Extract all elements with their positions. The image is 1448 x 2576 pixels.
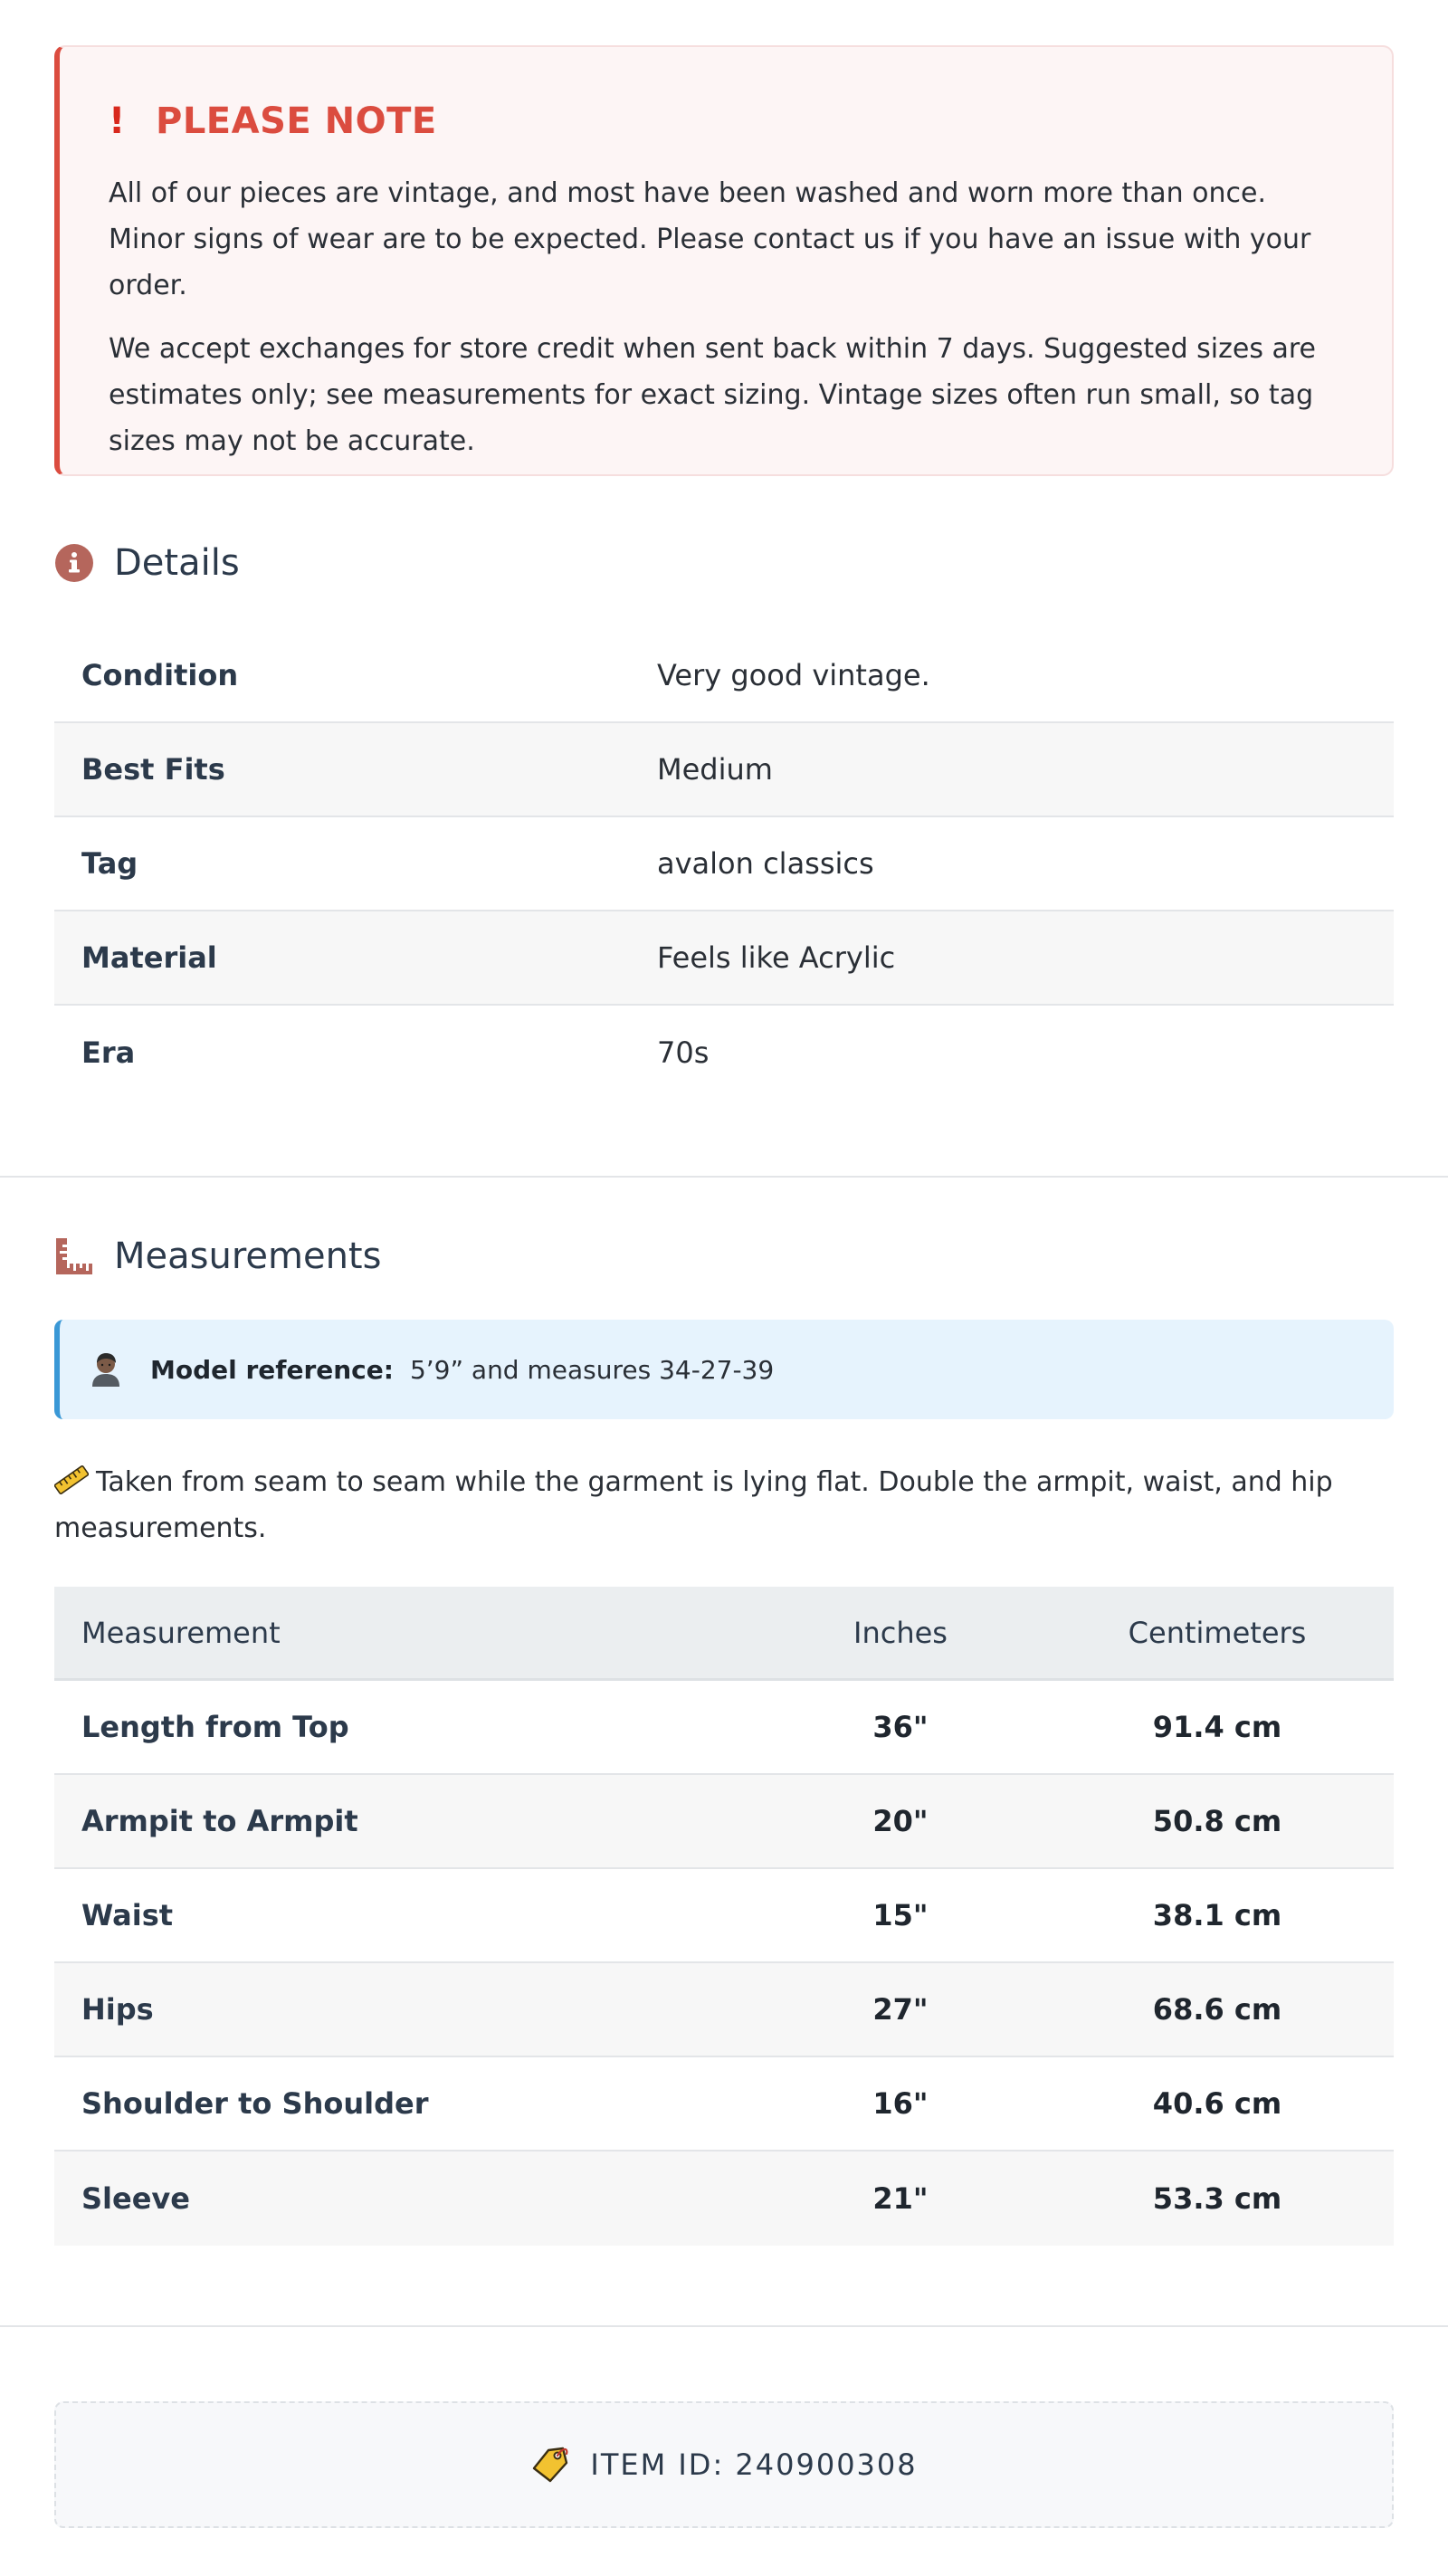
details-label: Best Fits [81, 752, 225, 787]
details-row-best-fits [54, 723, 1394, 817]
details-heading [54, 536, 1394, 590]
measurement-name: Shoulder to Shoulder [81, 2086, 429, 2121]
table-row [54, 1869, 1394, 1963]
table-row [54, 2057, 1394, 2151]
details-label: Tag [81, 846, 138, 881]
measurement-inches: 16" [872, 2086, 929, 2121]
measurement-inches: 36" [872, 1710, 929, 1744]
measurements-note-text: Taken from seam to seam while the garment is lying flat. Double the armpit, waist, and hip measurements. [54, 1466, 1333, 1544]
measurement-inches: 20" [872, 1804, 929, 1838]
details-label: Condition [81, 658, 239, 692]
measurement-name: Sleeve [81, 2181, 190, 2216]
details-row-material [54, 911, 1394, 1006]
model-reference-label: Model reference: [150, 1354, 394, 1385]
item-id-label: ITEM ID: 240900308 [590, 2447, 918, 2482]
measurements-table [54, 1587, 1394, 2246]
measurement-inches: 21" [872, 2181, 929, 2216]
details-row-condition [54, 629, 1394, 723]
model-reference-box [54, 1320, 1394, 1419]
measurement-name: Length from Top [81, 1710, 349, 1744]
measurement-cm: 40.6 cm [1152, 2086, 1282, 2121]
column-header-inches: Inches [853, 1615, 948, 1650]
details-row-era [54, 1006, 1394, 1100]
measurement-inches: 15" [872, 1898, 929, 1932]
table-row [54, 1681, 1394, 1775]
exclamation-icon: ! [109, 100, 126, 142]
details-value: avalon classics [657, 846, 874, 881]
details-table [54, 629, 1394, 1100]
section-divider [0, 1176, 1448, 1178]
item-id-box [54, 2401, 1394, 2528]
notice-title: PLEASE NOTE [156, 100, 437, 142]
ruler-icon [54, 1236, 94, 1276]
details-label: Era [81, 1035, 136, 1070]
measurement-name: Waist [81, 1898, 174, 1932]
details-value: Very good vintage. [657, 658, 930, 692]
measurement-cm: 91.4 cm [1152, 1710, 1282, 1744]
column-header-centimeters: Centimeters [1128, 1615, 1307, 1650]
measurement-cm: 38.1 cm [1152, 1898, 1282, 1932]
details-value: Feels like Acrylic [657, 940, 896, 975]
measurements-heading [54, 1229, 1394, 1283]
column-header-measurement: Measurement [81, 1615, 281, 1650]
info-icon [54, 543, 94, 583]
person-icon [89, 1350, 123, 1388]
measurement-cm: 53.3 cm [1152, 2181, 1282, 2216]
measurement-cm: 50.8 cm [1152, 1804, 1282, 1838]
details-value: 70s [657, 1035, 710, 1070]
section-divider [0, 2325, 1448, 2327]
measurement-inches: 27" [872, 1992, 929, 2027]
details-title: Details [114, 542, 240, 584]
details-value: Medium [657, 752, 773, 787]
measurement-name: Hips [81, 1992, 154, 2027]
measurements-note [54, 1459, 1394, 1551]
table-row [54, 1963, 1394, 2057]
straight-ruler-icon [54, 1465, 89, 1495]
measurement-cm: 68.6 cm [1152, 1992, 1282, 2027]
table-row [54, 2151, 1394, 2246]
details-row-tag [54, 817, 1394, 911]
measurement-name: Armpit to Armpit [81, 1804, 358, 1838]
model-reference-value: 5’9” and measures 34-27-39 [409, 1354, 775, 1385]
measurements-title: Measurements [114, 1236, 382, 1277]
table-header-row [54, 1587, 1394, 1681]
details-label: Material [81, 940, 217, 975]
notice-header [109, 98, 1347, 145]
notice-paragraph-2: We accept exchanges for store credit when sent back within 7 days. Suggested sizes are estimates only; see measurements for exact sizing. Vintage sizes often run small, so tag sizes may not be accurate. [109, 333, 1317, 457]
table-row [54, 1775, 1394, 1869]
tag-icon [530, 2445, 570, 2485]
notice-box [54, 45, 1394, 476]
notice-paragraph-1: All of our pieces are vintage, and most have been washed and worn more than once. Minor signs of wear are to be expected. Please contact us if you have an issue with your order. [109, 177, 1311, 301]
